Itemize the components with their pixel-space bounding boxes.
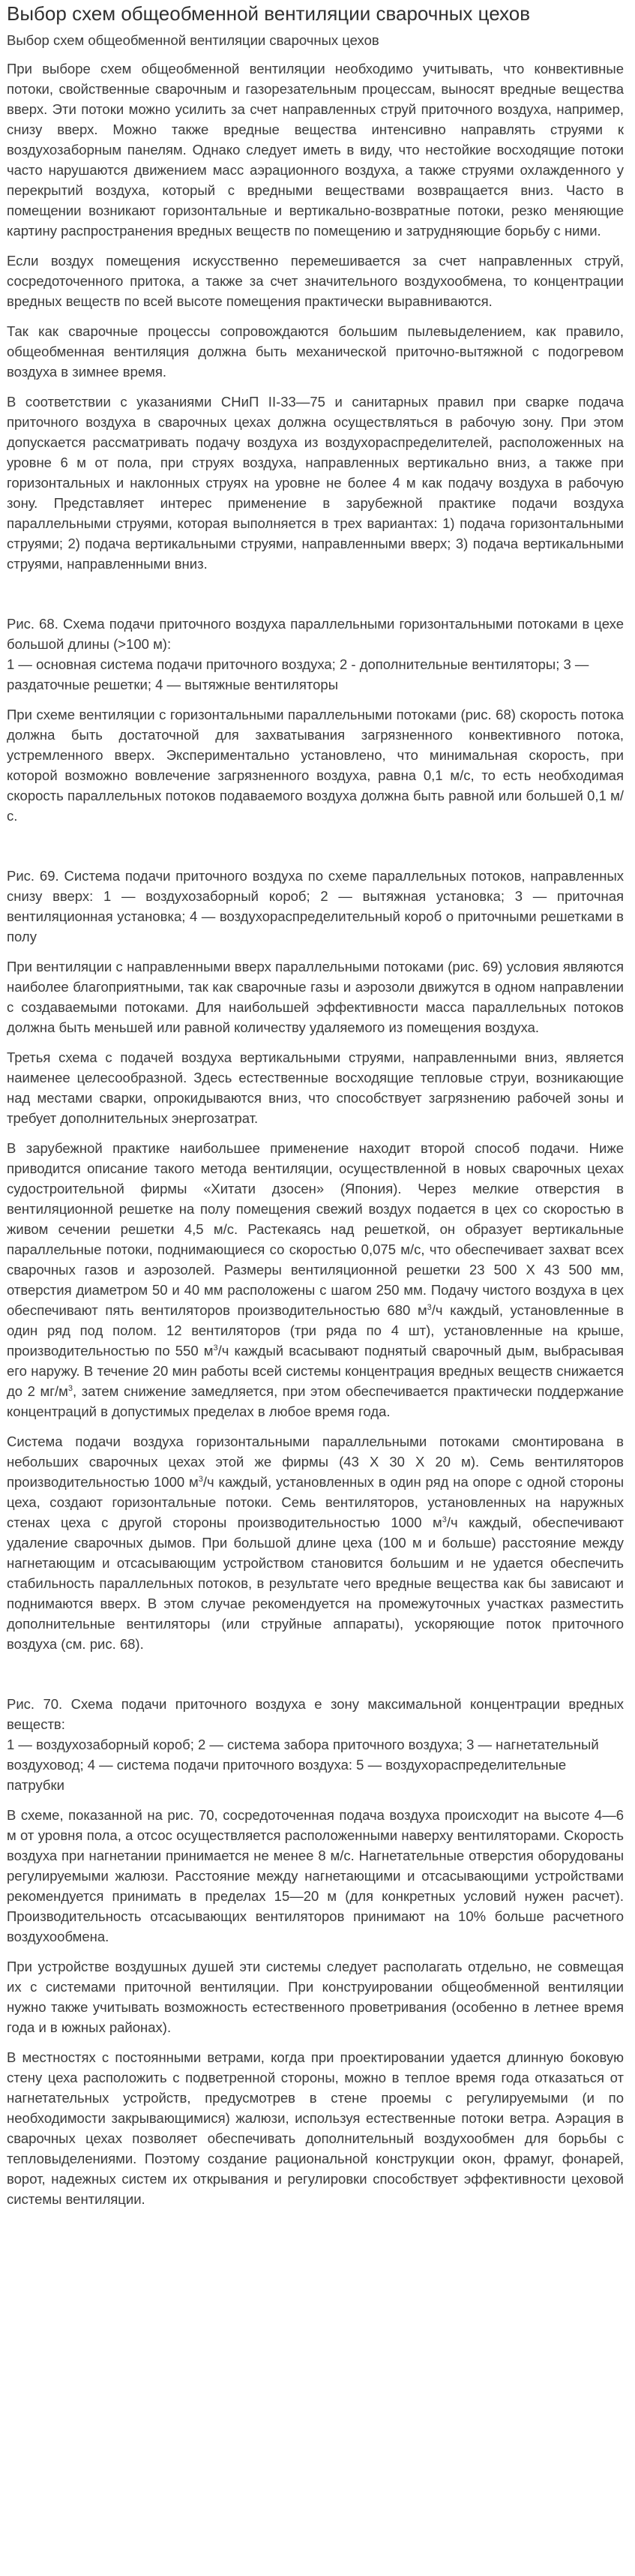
figure-70-placeholder [7, 1664, 624, 1694]
paragraph-8-part-b: /ч каждый, установленные в один ряд под полом. 12 вентиляторов (три ряда по 4 шт), установленные на крыше, производительностью по 550 м [7, 1302, 624, 1359]
paragraph-2: Если воздух помещения искусственно перемешивается за счет направленных струй, сосредоточенного притока, а также за счет значительного воздухообмена, то концентрации вредных веществ по всей высоте помещения практически выравниваются. [7, 253, 624, 309]
figure-69-caption: Рис. 69. Система подачи приточного воздуха по схеме параллельных потоков, направленных снизу вверх: 1 — воздухозаборный короб; 2 — вытяжная установка; 3 — приточная вентиляционная установка; 4 — воздухораспределительный короб о приточными решетками в полу [7, 868, 624, 944]
paragraph-12: В местностях с постоянными ветрами, когда при проектировании удается длинную боковую стену цеха расположить с подветренной стороны, можно в теплое время года отказаться от нагнетательных устройств, предусмотрев в стене проемы с регулируемыми (и по необходимости закрывающимися) жалюзи, используя естественные потоки ветра. Аэрация в сварочных цехах позволяет обеспечивать дополнительный воздухообмен для борьбы с тепловыделениями. Поэтому создание рациональной конструкции окон, фрамуг, фонарей, ворот, надежных систем их открывания и регулировки способствует эффективности цеховой системы вентиляции. [7, 2049, 624, 2207]
paragraph-1: При выборе схем общеобменной вентиляции необходимо учитывать, что конвективные потоки, свойственные сварочным и газорезательным процессам, выносят вредные вещества вверх. Эти потоки можно усилить за счет направленных струй приточного воздуха, например, снизу вверх. Можно также вредные вещества интенсивно направлять струями к воздухозаборным панелям. Однако следует иметь в виду, что нестойкие восходящие потоки часто нарушаются движением масс аэрационного воздуха, а также струями охлажденного у перекрытий воздуха, который с вредными веществами возвращается вниз. Часто в помещении возникают горизонтальные и вертикально-возвратные потоки, резко меняющие картину распространения вредных веществ по помещению и затрудняющие борьбу с ними. [7, 61, 624, 239]
figure-70-legend: 1 — воздухозаборный короб; 2 — система забора приточного воздуха; 3 — нагнетательный воздуховод; 4 — система подачи приточного воздуха: 5 — воздухораспределительные патрубки [7, 1737, 599, 1793]
paragraph-11: При устройстве воздушных душей эти системы следует располагать отдельно, не совмещая их с системами приточной вентиляции. При конструировании общеобменной вентиляции нужно также учитывать возможность естественного проветривания (особенно в летнее время года и в южных районах). [7, 1959, 624, 2035]
paragraph-4: В соответствии с указаниями СНиП II-33—75 и санитарных правил при сварке подача приточного воздуха в сварочных цехах должна осуществляться в рабочую зону. При этом допускается рассматривать подачу воздуха из воздухораспределителей, расположенных на уровне 6 м от пола, при струях воздуха, направленных вертикально вниз, а также при горизонтальных и наклонных струях на уровне не более 4 м как подачу воздуха в рабочую зону. Представляет интерес применение в зарубежной практике подачи воздуха параллельными струями, которая выполняется в трех вариантах: 1) подача горизонтальными струями; 2) подача вертикальными струями, направленными вверх; 3) подача вертикальными струями, направленными вниз. [7, 394, 624, 572]
page-title: Выбор схем общеобменной вентиляции сварочных цехов [7, 2, 531, 25]
paragraph-10: В схеме, показанной на рис. 70, сосредоточенная подача воздуха происходит на высоте 4—6 м от уровня пола, а отсос осуществляется расположенными наверху вентиляторами. Скорость воздуха при нагнетании принимается не менее 8 м/с. Нагнетательные отверстия оборудованы регулируемыми жалюзи. Расстояние между нагнетающими и отсасывающими устройствами рекомендуется принимать в пределах 15—20 м (для конкретных условий нужен расчет). Производительность отсасывающих вентиляторов принимают на 10% больше расчетного воздухообмена. [7, 1807, 624, 1944]
paragraph-8-part-a: В зарубежной практике наибольшее применение находит второй способ подачи. Ниже приводится описание такого метода вентиляции, осуществленной в новых сварочных цехах судостроительной фирмы «Хитати дзосен» (Япония). Через мелкие отверстия в вентиляционной решетке на полу помещения свежий воздух подается в цех со скоростью в живом сечении решетки 4,5 м/с. Растекаясь над решеткой, он образует вертикальные параллельные потоки, поднимающиеся со скоростью 0,075 м/с, что обеспечивает захват всех сварочных газов и аэрозолей. Размеры вентиляционной решетки 23 500 X 43 500 мм, отверстия диаметром 50 и 40 мм расположены с шагом 250 мм. Подачу чистого воздуха в цех обеспечивают пять вентиляторов производительностью 680 м [7, 1140, 624, 1318]
paragraph-6: При вентиляции с направленными вверх параллельными потоками (рис. 69) условия являются наиболее благоприятными, так как сварочные газы и аэрозоли движутся в одном направлении с создаваемыми потоками. Для наибольшей эффективности масса параллельных потоков должна быть меньшей или равной количеству удаляемого из помещения воздуха. [7, 959, 624, 1035]
paragraph-9-part-c: /ч каждый, обеспечивают удаление сварочных дымов. При большой длине цеха (100 м и больше) расстояние между нагнетающим и отсасывающим устройством становится большим и не удается обеспечить стабильность параллельных потоков, в результате чего вредные вещества как бы зависают и поднимаются вверх. В этом случае рекомендуется на промежуточных участках разместить дополнительные вентиляторы (или струйные аппараты), ускоряющие поток приточного воздуха (см. рис. 68). [7, 1515, 624, 1652]
superscript: 3 [67, 1383, 73, 1393]
superscript: 3 [213, 1343, 218, 1353]
superscript: 3 [198, 1474, 203, 1484]
figure-70-caption: Рис. 70. Схема подачи приточного воздуха е зону максимальной концентрации вредных веществ: [7, 1696, 624, 1732]
paragraph-9 [7, 1431, 624, 1654]
figure-69-placeholder [7, 836, 624, 866]
paragraph-8 [7, 1138, 624, 1422]
figure-68-legend: 1 — основная система подачи приточного воздуха; 2 - дополнительные вентиляторы; 3 — раздаточные решетки; 4 — вытяжные вентиляторы [7, 656, 589, 692]
paragraph-7: Третья схема с подачей воздуха вертикальными струями, направленными вниз, является наименее целесообразной. Здесь естественные восходящие тепловые струи, возникающие над местами сварки, опрокидываются вниз, что способствует загрязнению рабочей зоны и требует дополнительных энергозатрат. [7, 1049, 624, 1126]
paragraph-8-part-c: /ч каждый всасывают поднятый сварочный дым, выбрасывая его наружу. В течение 20 мин работы всей системы концентрация вредных веществ снижается до 2 мг/м [7, 1343, 624, 1399]
paragraph-5: При схеме вентиляции с горизонтальными параллельными потоками (рис. 68) скорость потока должна быть достаточной для захватывания загрязненного конвективного потока, устремленного вверх. Экспериментально установлено, что минимальная скорость, при которой возможно вовлечение загрязненного воздуха, равна 0,1 м/с, то есть необходимая скорость параллельных потоков подаваемого воздуха должна быть равной или большей 0,1 м/с. [7, 707, 624, 824]
paragraph-3: Так как сварочные процессы сопровождаются большим пылевыделением, как правило, общеобменная вентиляция должна быть механической приточно-вытяжной с подогревом воздуха в зимнее время. [7, 323, 624, 380]
paragraph-9-part-a: Система подачи воздуха горизонтальными параллельными потоками смонтирована в небольших сварочных цехах этой же фирмы (43 X 30 X 20 м). Семь вентиляторов производительностью 1000 м [7, 1434, 624, 1490]
paragraph-8-part-d: , затем снижение замедляется, при этом обеспечивается практически поддержание концентраций в допустимых пределах в любое время года. [7, 1383, 624, 1419]
superscript: 3 [442, 1515, 447, 1524]
article-subtitle: Выбор схем общеобменной вентиляции сварочных цехов [7, 32, 379, 48]
paragraph-9-part-b: /ч каждый, установленных в один ряд на опоре с одной стороны цеха, создают горизонтальные потоки. Семь вентиляторов, установленных на наружных стенах цеха с другой стороны производительностью 1000 м [7, 1474, 625, 1530]
figure-68-caption: Рис. 68. Схема подачи приточного воздуха параллельными горизонтальными потоками в цехе большой длины (>100 м): [7, 616, 624, 652]
figure-68-placeholder [7, 584, 624, 614]
superscript: 3 [427, 1302, 432, 1312]
